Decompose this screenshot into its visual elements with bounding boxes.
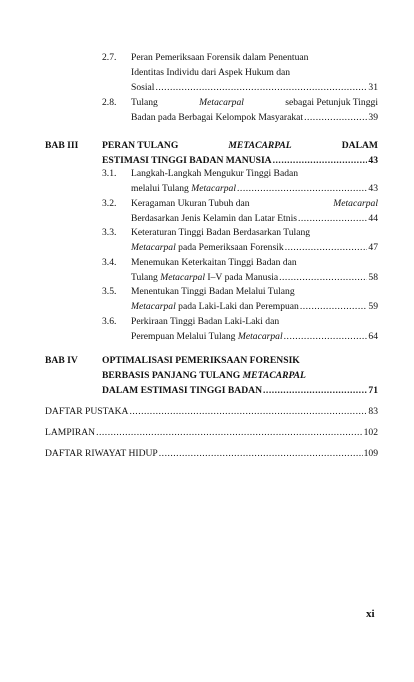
entry-title-italic: Metacarpal [199,97,244,108]
entry-title-line: Langkah-Langkah Mengukur Tinggi Badan [131,168,299,179]
leader-dots [298,211,367,226]
entry-page: 44 [368,213,378,224]
entry-number: 3.1. [102,168,117,179]
entry-title-line: Menemukan Keterkaitan Tinggi Badan dan [131,257,297,268]
entry-title-line: Badan pada Berbagai Kelompok Masyarakat [131,112,304,123]
entry-number: 3.3. [102,227,117,238]
entry-page: 58 [368,272,378,283]
entry-title-part: pada Laki-Laki dan Perempuan [178,301,299,312]
entry-page: 59 [368,301,378,312]
entry-title-part: sebagai Petunjuk Tinggi [285,97,378,108]
entry-title-part: Perempuan Melalui Tulang [131,331,236,342]
entry-page: 109 [363,448,378,459]
leader-dots [96,425,363,440]
entry-title-italic: Metacarpal [160,272,206,283]
chapter-title-part: DALAM [341,140,378,151]
entry-title-line: Identitas Individu dari Aspek Hukum dan [131,67,291,78]
leader-dots [300,299,368,314]
entry-title-part: pada Pemeriksaan Forensik [178,242,284,253]
entry-title-part: Tulang [131,272,158,283]
entry-title-italic: Metacarpal [131,242,176,253]
entry-title-line: Menentukan Tinggi Badan Melalui Tulang [131,286,295,297]
entry-title-part: I–V pada Manusia [207,272,279,283]
chapter-page: 43 [368,155,378,166]
chapter-title-line: DALAM ESTIMASI TINGGI BADAN [102,385,263,396]
entry-title-line: Perkiraan Tinggi Badan Laki-Laki dan [131,316,280,327]
entry-number: 2.7. [102,52,117,63]
entry-page: 83 [368,406,378,417]
chapter-title-part: PERAN TULANG [102,140,179,151]
entry-number: 3.6. [102,316,117,327]
entry-number: 3.4. [102,257,117,268]
leader-dots [263,383,367,398]
entry-title-line: Berdasarkan Jenis Kelamin dan Latar Etnis [131,213,297,224]
leader-dots [304,110,367,125]
entry-title-line: LAMPIRAN [45,427,96,438]
leader-dots [130,404,368,419]
leader-dots [285,240,368,255]
entry-page: 64 [368,331,378,342]
entry-page: 39 [368,112,378,123]
chapter-title-line: ESTIMASI TINGGI BADAN MANUSIA [102,155,272,166]
chapter-page: 71 [368,385,378,396]
entry-title-line: Keteraturan Tinggi Badan Berdasarkan Tulang [131,227,311,238]
chapter-title-line: OPTIMALISASI PEMERIKSAAN FORENSIK [102,355,300,366]
chapter-title-part: BERBASIS PANJANG TULANG [102,370,241,381]
chapter-label: BAB IV [45,355,78,366]
entry-title-line: DAFTAR PUSTAKA [45,406,129,417]
entry-title-italic: Metacarpal [191,183,237,194]
leader-dots [279,270,367,285]
entry-number: 2.8. [102,97,117,108]
entry-number: 3.2. [102,198,117,209]
entry-title-line: Sosial [131,82,155,93]
entry-title-part: Tulang [131,97,158,108]
chapter-title-italic: METACARPAL [242,370,306,381]
leader-dots [237,181,367,196]
leader-dots [159,446,363,461]
entry-title-line: Peran Pemeriksaan Forensik dalam Penentuan [131,52,309,63]
leader-dots [284,329,368,344]
entry-title-part: melalui Tulang [131,183,189,194]
chapter-title-italic: METACARPAL [228,140,292,151]
entry-page: 102 [363,427,378,438]
entry-number: 3.5. [102,286,117,297]
entry-title-italic: Metacarpal [131,301,176,312]
entry-title-italic: Metacarpal [237,331,283,342]
entry-page: 31 [368,82,378,93]
entry-title-italic: Metacarpal [333,198,378,209]
page-number: xi [366,608,375,620]
leader-dots [155,80,367,95]
chapter-label: BAB III [45,140,79,151]
entry-title-line: DAFTAR RIWAYAT HIDUP [45,448,158,459]
entry-page: 43 [368,183,378,194]
entry-page: 47 [368,242,378,253]
entry-title-part: Keragaman Ukuran Tubuh dan [131,198,250,209]
